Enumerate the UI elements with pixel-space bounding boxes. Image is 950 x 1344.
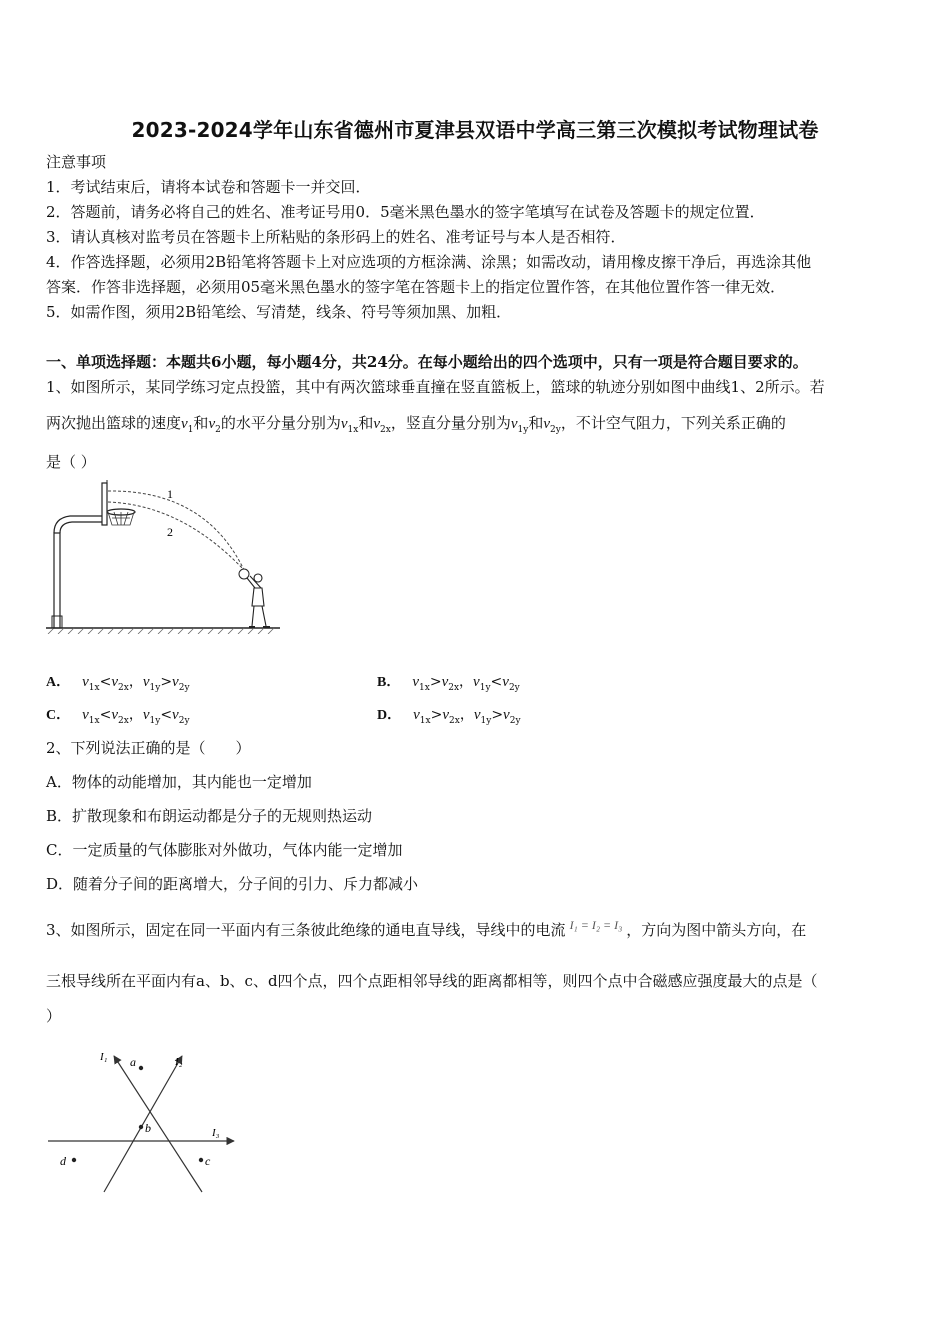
label-i2: I₂ bbox=[175, 1056, 183, 1068]
label-c: c bbox=[205, 1154, 211, 1168]
q3-stem-line1: 3、如图所示，固定在同一平面内有三条彼此绝缘的通电直导线，导线中的电流 $^{I_1 = I_2 = I_3}$ ，方向为图中箭头方向，在 bbox=[46, 918, 807, 939]
q2-option-c[interactable]: C．一定质量的气体膨胀对外做功，气体内能一定增加 bbox=[46, 841, 403, 859]
q1-option-c[interactable]: C． $v_{1x}<v_{2x}$，$v_{1y}<v_{2y}$ bbox=[46, 707, 190, 726]
label-d: d bbox=[60, 1154, 66, 1168]
notice-item-4: 4．作答选择题，必须用2B铅笔将答题卡上对应选项的方框涂满、涂黑；如需改动，请用橡皮擦干净后，再选涂其他 bbox=[46, 253, 812, 271]
notice-item-3: 3．请认真核对监考员在答题卡上所粘贴的条形码上的姓名、准考证号与本人是否相符． bbox=[46, 228, 626, 246]
basketball bbox=[239, 569, 249, 579]
point-c bbox=[199, 1158, 203, 1162]
q1-stem-line1: 1、如图所示，某同学练习定点投篮，其中有两次篮球垂直撞在竖直篮板上，篮球的轨迹分别如图中曲线1、2所示。若 bbox=[46, 378, 825, 396]
q2-option-b[interactable]: B．扩散现象和布朗运动都是分子的无规则热运动 bbox=[46, 807, 373, 825]
wire-i1 bbox=[114, 1056, 202, 1192]
q1-option-b[interactable]: B． $v_{1x}>v_{2x}$，$v_{1y}<v_{2y}$ bbox=[377, 674, 520, 693]
wires-figure bbox=[44, 1040, 244, 1200]
q3-stem-line2: 三根导线所在平面内有a、b、c、d四个点，四个点距相邻导线的距离都相等，则四个点中合磁感应强度最大的点是（ bbox=[46, 972, 818, 990]
label-a: a bbox=[130, 1055, 136, 1069]
notice-item-2: 2．答题前，请务必将自己的姓名、准考证号用0．5毫米黑色墨水的签字笔填写在试卷及答题卡的规定位置． bbox=[46, 203, 765, 221]
notice-item-1: 1．考试结束后，请将本试卷和答题卡一并交回． bbox=[46, 178, 371, 196]
current-formula: I₁ = I₂ = I₃ bbox=[569, 918, 623, 932]
player-figure bbox=[247, 574, 270, 627]
q1-option-a[interactable]: A． $v_{1x}<v_{2x}$，$v_{1y}>v_{2y}$ bbox=[46, 674, 190, 693]
q1-stem-line2: 两次抛出篮球的速度$v_1$和$v_2$的水平分量分别为$v_{1x}$和$v_{2x}$，竖直分量分别为$v_{1y}$和$v_{2y}$，不计空气阻力，下列关系正确的 bbox=[46, 414, 786, 435]
label-i1: I₁ bbox=[100, 1051, 108, 1063]
label-i3: I₃ bbox=[212, 1127, 220, 1139]
trajectory-2 bbox=[108, 502, 244, 570]
section-heading: 一、单项选择题：本题共6小题，每小题4分，共24分。在每小题给出的四个选项中，只有一项是符合题目要求的。 bbox=[46, 353, 808, 371]
q2-stem: 2、下列说法正确的是（ ） bbox=[46, 739, 251, 757]
wire-i2 bbox=[104, 1056, 182, 1192]
curve-2-label: 2 bbox=[167, 525, 173, 539]
backboard bbox=[102, 483, 107, 525]
label-b: b bbox=[145, 1121, 151, 1135]
q1-stem-line3: 是（ ） bbox=[46, 453, 96, 471]
notice-item-5: 5．如需作图，须用2B铅笔绘、写清楚，线条、符号等须加黑、加粗． bbox=[46, 303, 512, 321]
trajectory-1 bbox=[108, 491, 244, 570]
basketball-figure bbox=[44, 478, 284, 634]
page-title: 2023-2024学年山东省德州市夏津县双语中学高三第三次模拟考试物理试卷 bbox=[131, 118, 819, 142]
q2-option-a[interactable]: A．物体的动能增加，其内能也一定增加 bbox=[46, 773, 312, 791]
q3-stem-line3: ） bbox=[46, 1007, 62, 1025]
notice-item-4-cont: 答案．作答非选择题，必须用05毫米黑色墨水的签字笔在答题卡上的指定位置作答，在其他位置作答一律无效． bbox=[46, 278, 786, 296]
point-a bbox=[139, 1066, 143, 1070]
point-d bbox=[72, 1158, 76, 1162]
curve-1-label: 1 bbox=[167, 487, 173, 501]
q1-option-d[interactable]: D． $v_{1x}>v_{2x}$，$v_{1y}>v_{2y}$ bbox=[377, 707, 521, 726]
point-b bbox=[139, 1125, 143, 1129]
hoop-pole bbox=[54, 533, 60, 628]
notice-heading: 注意事项 bbox=[46, 153, 107, 171]
q2-option-d[interactable]: D．随着分子间的距离增大，分子间的引力、斥力都减小 bbox=[46, 875, 419, 893]
